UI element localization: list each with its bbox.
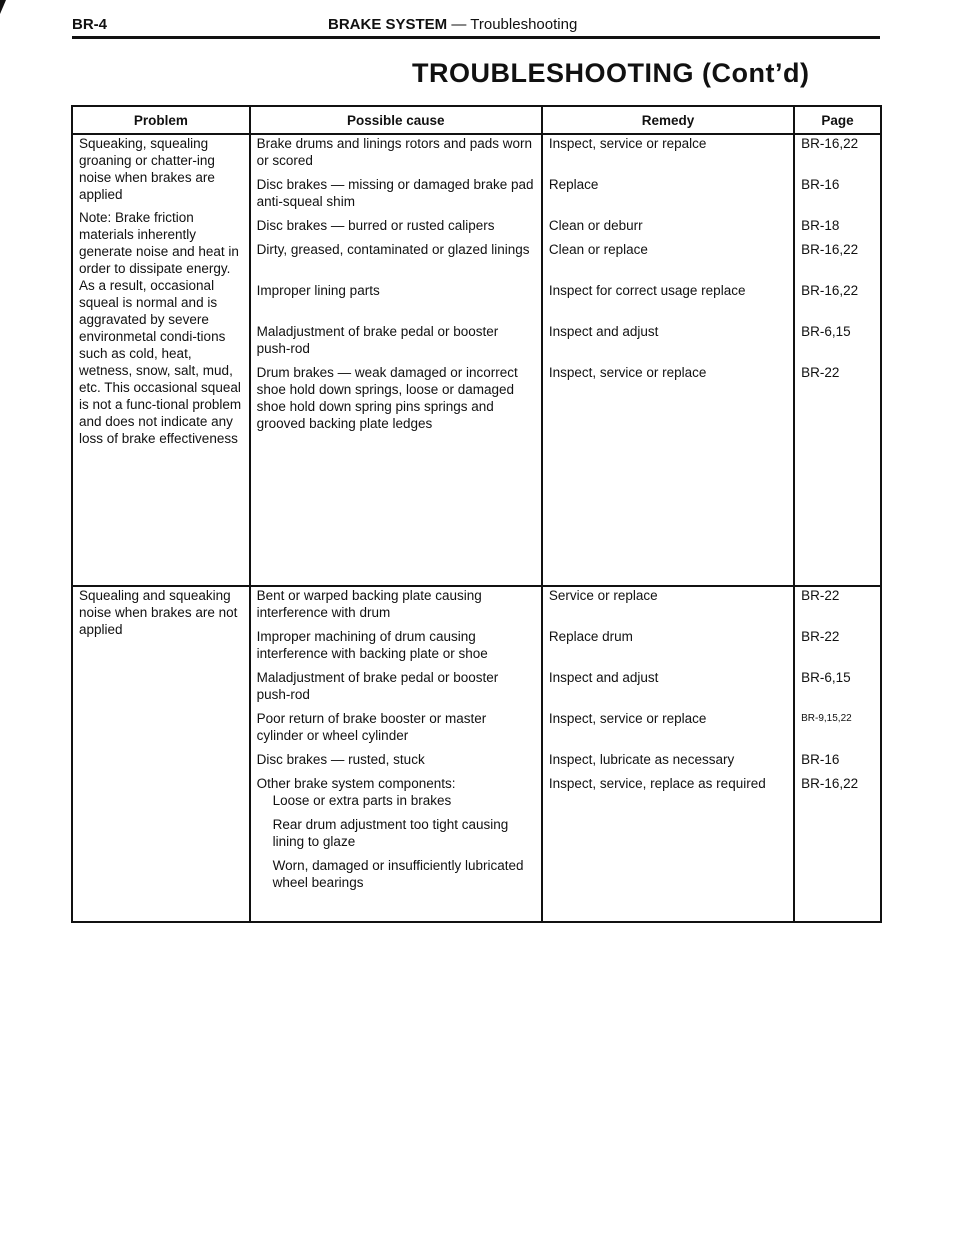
remedy-item: Clean or replace <box>548 242 648 257</box>
cause-item: Poor return of brake booster or master cylinder or wheel cylinder <box>256 711 487 743</box>
remedy-cell <box>542 134 794 586</box>
cause-item: Maladjustment of brake pedal or booster push-rod <box>256 670 499 702</box>
cause-item: Disc brakes — rusted, stuck <box>256 752 425 767</box>
table-header-row <box>72 106 881 134</box>
remedy-item: Inspect, service, replace as required <box>548 776 766 791</box>
cause-item: Disc brakes — burred or rusted calipers <box>256 218 495 233</box>
cause-item: Other brake system components: <box>256 776 456 791</box>
remedy-item: Service or replace <box>548 588 658 603</box>
cause-subitem: Loose or extra parts in brakes <box>272 793 452 808</box>
table-row <box>72 586 881 922</box>
problem-cell <box>72 586 250 922</box>
cause-item: Bent or warped backing plate causing interference with drum <box>256 588 482 620</box>
page-ref: BR-16 <box>801 177 840 192</box>
page-ref: BR-16,22 <box>801 136 859 151</box>
page-cell <box>794 134 881 586</box>
page-ref: BR-16,22 <box>801 283 859 298</box>
remedy-item: Inspect, service or replace <box>548 711 707 726</box>
cause-item: Dirty, greased, contaminated or glazed linings <box>256 242 530 257</box>
page-number: BR-4 <box>72 16 108 33</box>
cause-cell <box>250 134 542 586</box>
problem-note: Note: Brake friction materials inherently generate noise and heat in order to dissipate energy. As a result, occasional squeal is normal and is aggravated by severe environmetal condi-tions such as cold, heat, wetness, snow, salt, mud, etc. This occasional squeal is not a func-tional problem and does not indicate any loss of brake effectiveness <box>79 210 242 446</box>
header-problem: Problem <box>72 106 250 134</box>
remedy-item: Inspect and adjust <box>548 670 659 685</box>
page-corner-mark <box>0 0 6 14</box>
page-ref: BR-22 <box>801 588 840 603</box>
remedy-item: Inspect for correct usage replace <box>548 283 746 298</box>
cause-item: Brake drums and linings rotors and pads worn or scored <box>256 136 533 168</box>
header-possible-cause: Possible cause <box>250 106 542 134</box>
header-remedy: Remedy <box>542 106 794 134</box>
page-ref: BR-16,22 <box>801 776 859 791</box>
cause-item: Improper lining parts <box>256 283 380 298</box>
remedy-cell <box>542 586 794 922</box>
page-ref: BR-9,15,22 <box>801 713 852 724</box>
section-title <box>328 16 577 33</box>
page-ref: BR-22 <box>801 365 840 380</box>
page-title: TROUBLESHOOTING (Cont’d) <box>412 58 810 88</box>
problem-text: Squeaking, squealing groaning or chatter-ing noise when brakes are applied <box>79 136 215 202</box>
page-cell <box>794 586 881 922</box>
page-ref: BR-18 <box>801 218 840 233</box>
page-header <box>72 14 880 39</box>
cause-item: Disc brakes — missing or damaged brake pad anti-squeal shim <box>256 177 534 209</box>
page-ref: BR-16,22 <box>801 242 859 257</box>
header-page: Page <box>794 106 881 134</box>
page-ref: BR-16 <box>801 752 840 767</box>
remedy-item: Inspect and adjust <box>548 324 659 339</box>
cause-item: Improper machining of drum causing interference with backing plate or shoe <box>256 629 488 661</box>
remedy-item: Inspect, service or replace <box>548 365 707 380</box>
remedy-item: Replace <box>548 177 599 192</box>
remedy-item: Inspect, service or repalce <box>548 136 707 151</box>
remedy-item: Replace drum <box>548 629 633 644</box>
problem-text: Squealing and squeaking noise when brakes are not applied <box>79 588 238 637</box>
cause-subitem: Worn, damaged or insufficiently lubricated wheel bearings <box>272 858 524 890</box>
subsection-name: Troubleshooting <box>470 16 578 33</box>
cause-item: Drum brakes — weak damaged or incorrect shoe hold down springs, loose or damaged shoe hold down spring pins springs and grooved backing plate ledges <box>256 365 518 431</box>
problem-cell <box>72 134 250 586</box>
cause-cell <box>250 586 542 922</box>
section-separator: — <box>447 16 471 33</box>
section-name: BRAKE SYSTEM <box>328 16 448 33</box>
page-ref: BR-6,15 <box>801 670 851 685</box>
page-ref: BR-22 <box>801 629 840 644</box>
cause-item: Maladjustment of brake pedal or booster push-rod <box>256 324 499 356</box>
remedy-item: Inspect, lubricate as necessary <box>548 752 735 767</box>
page-ref: BR-6,15 <box>801 324 851 339</box>
troubleshooting-table <box>71 105 882 923</box>
remedy-item: Clean or deburr <box>548 218 643 233</box>
table-row <box>72 134 881 586</box>
cause-subitem: Rear drum adjustment too tight causing lining to glaze <box>272 817 509 849</box>
